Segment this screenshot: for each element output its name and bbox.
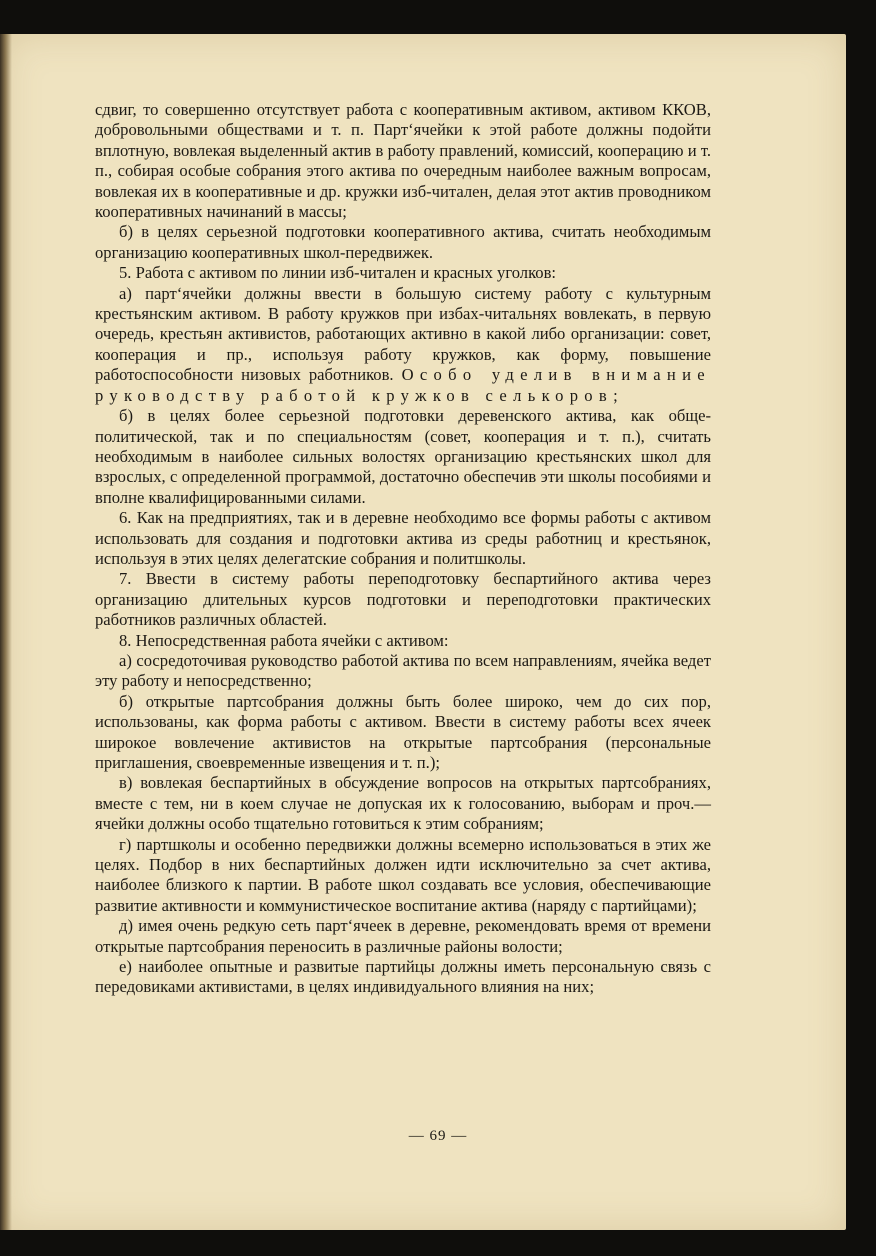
paragraph-5-heading: 5. Работа с активом по линии изб-читален и красных уголков:: [119, 263, 557, 283]
paragraph-5a-emphasis: Особо уделив внимание руководству работой кружков селькоров: [95, 365, 711, 405]
book-spine-edge: [0, 34, 12, 1230]
paragraph-6: 6. Как на предприятиях, так и в деревне необходимо все формы работы с активом использовать для создания и подготовки актива из среды работниц и крестьянок, используя в этих целях делегатские собрания и политшколы.: [95, 508, 711, 568]
paragraph-continuation: сдвиг, то совершенно отсутствует работа с кооперативным активом, активом ККОВ, добровольными обществами и т. п. Парт‘ячейки к этой работе должны подойти вплотную, вовлекая выделенный актив в работу правлений, комиссий, кооперацию и т. п., собирая особые собрания этого актива по очередным наиболее важным вопросам, вовлекая их в кооперативные и др. кружки изб-читален, делая этот актив проводником кооперативных начинаний в массы;: [95, 100, 711, 222]
scan-background: [846, 0, 876, 1256]
paragraph-5a-tail: ;: [613, 385, 618, 405]
paragraph-8v: в) вовлекая беспартийных в обсуждение вопросов на открытых партсобраниях, вместе с тем, ни в коем случае не допуская их к голосованию, выборам и проч.—ячейки должны особо тщательно готовиться к этим собраниям;: [95, 773, 711, 834]
paragraph-8d: д) имея очень редкую сеть парт‘ячеек в деревне, рекомендовать время от времени открытые партсобрания переносить в различные районы волости;: [95, 916, 711, 956]
paragraph-5a-text: а) парт‘ячейки должны ввести в большую систему работу с культурным крестьянским активом. В работу кружков при избах-читальнях вовлекать, в первую очередь, крестьян активистов, работающих активно в какой либо организации: совет, кооперация и пр., используя работу кружков, как форму, повышение работоспособности низовых работников.: [95, 283, 711, 385]
paragraph-8e: е) наиболее опытные и развитые партийцы должны иметь персональную связь с передовиками активистами, в целях индивидуального влияния на них;: [95, 957, 711, 997]
paragraph-8b: б) открытые партсобрания должны быть более широко, чем до сих пор, использованы, как форма работы с активом. Ввести в систему работы всех ячеек широкое вовлечение активистов на открытые партсобрания (персональные приглашения, своевременные извещения и т. п.);: [95, 691, 711, 772]
paragraph-5b: б) в целях более серьезной подготовки деревенского актива, как обще-политической, так и по специальностям (совет, кооперация и т. п.), считать необходимым в наиболее сильных волостях организацию крестьянских школ для взрослых, с определенной программой, достаточно обеспечив эти школы пособиями и вполне квалифицированными силами.: [95, 406, 711, 507]
paragraph-4b: б) в целях серьезной подготовки кооперативного актива, считать необходимым организацию кооперативных школ-передвижек.: [95, 222, 711, 262]
paragraph-8-heading: 8. Непосредственная работа ячейки с активом:: [119, 630, 449, 650]
paragraph-7: 7. Ввести в систему работы переподготовку беспартийного актива через организацию длительных курсов подготовки и переподготовки практических работников различных областей.: [95, 569, 711, 630]
paragraph-5a: [95, 284, 711, 406]
body-text: [95, 100, 711, 998]
paragraph-8a: а) сосредоточивая руководство работой актива по всем направлениям, ячейка ведет эту работу и непосредственно;: [95, 650, 711, 691]
page-number: — 69 —: [408, 1128, 468, 1144]
paragraph-8g: г) партшколы и особенно передвижки должны всемерно использоваться в этих же целях. Подбор в них беспартийных должен идти исключительно за счет актива, наиболее близкого к партии. В работе школ создавать все условия, обеспечивающие развитие активности и коммунистическое воспитание актива (наряду с партийцами);: [95, 834, 711, 915]
